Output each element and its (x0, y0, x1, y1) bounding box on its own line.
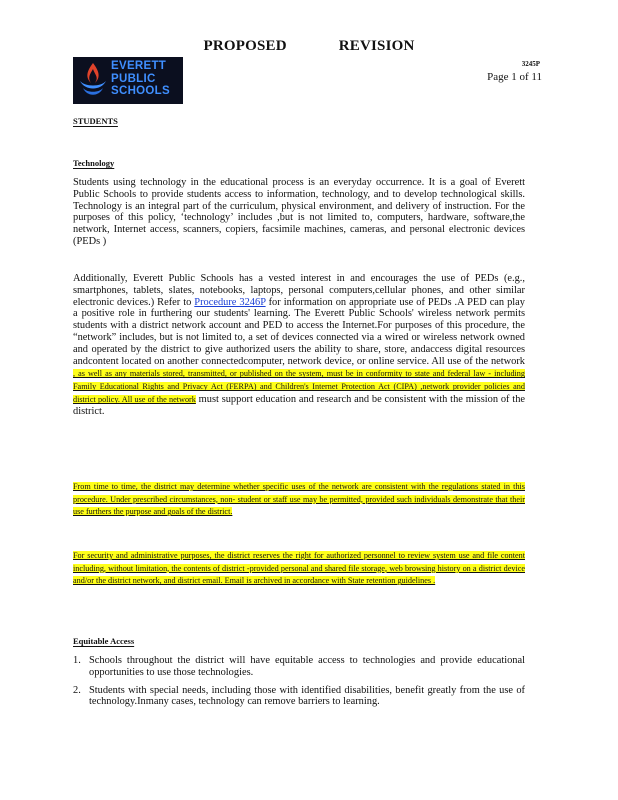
page-title (0, 38, 618, 55)
title-word-revision: REVISION (338, 38, 415, 54)
section-heading-students: STUDENTS (73, 116, 118, 126)
highlighted-security-text: For security and administrative purposes, the district reserves the right for authorized personnel to review system use and file content including, without limitation, the contents of district -provided personal and shared file storage, web browsing history on a district device and/or the district network, and district email. Email is archived in accordance with State retention guidelines . (73, 551, 525, 586)
logo-line-public: PUBLIC (111, 72, 156, 85)
document-number: 3245P (521, 60, 540, 68)
paragraph-network-use (73, 481, 525, 519)
list-item-number: 1. (73, 655, 81, 666)
list-item-text: Schools throughout the district will have equitable access to technologies and provide educational opportunities to use those technologies. (89, 655, 525, 678)
page-number: Page 1 of 11 (487, 71, 542, 83)
highlighted-network-use-text: From time to time, the district may determine whether specific uses of the network are consistent with the regulations stated in this procedure. Under prescribed circumstances, non- student or staff use may be permitted, provided such individuals demonstrate that their use furthers the purpose and goals of the district. (73, 482, 525, 517)
paragraph-peds (73, 273, 525, 418)
logo-wordmark (111, 60, 170, 98)
highlighted-revision-text: , as well as any materials stored, transmitted, or published on the system, must be in conformity to state and federal law - including Family Educational Rights and Privacy Act (FERPA) and Children's Internet Protection Act (CIPA) ,network provider policies and district policy. All use of the network (73, 369, 525, 405)
paragraph-security (73, 550, 525, 588)
paragraph-technology-intro: Students using technology in the educational process is an everyday occurrence. It is a goal of Everett Public Schools to provide students access to information, technology, and to develop technological skills. Technology is an integral part of the curriculum, physical environment, and delivery of instruction. For the purposes of this policy, ‘technology’ includes ,but is not limited to, computers, hardware, software,the network, Internet access, scanners, copiers, facsimile machines, cameras, and personal electronic devices (PEDs ) (73, 177, 525, 247)
paragraph-peds-text-2: for information on appropriate use of PEDs .A PED can play a positive role in furthering our students' learning. The Everett Public Schools' wireless network permits students with a district network account and PED to access the Internet.For purposes of this procedure, the “network” includes, but is not limited to, a set of devices connected via a wired or wireless network owned and operated by the district to give authorized users the ability to share, store, andaccess digital resources andcontent located on another connectedcomputer, network device, or online service. All use of the network (73, 296, 525, 367)
logo-line-schools: SCHOOLS (111, 85, 170, 97)
section-heading-equitable-access: Equitable Access (73, 636, 135, 646)
paragraph-peds-text-3: must support education and research and be consistent with the mission of the district. (73, 394, 525, 418)
list-item-text: Students with special needs, including those with identified disabilities, benefit greatly from the use of technology.Inmany cases, technology can remove barriers to learning. (89, 684, 525, 708)
everett-public-schools-logo (73, 57, 183, 104)
paragraph-peds-text-1: Additionally, Everett Public Schools has a vested interest in and encourages the use of PEDs (e.g., smartphones, tablets, slates, notebooks, laptops, personal computers,cellular phones, and other similar electronic devices.) Refer to (73, 273, 525, 308)
equitable-access-list (73, 655, 525, 714)
procedure-3246p-link[interactable]: Procedure 3246P (194, 296, 266, 308)
list-item-number: 2. (73, 684, 81, 696)
list-item (73, 685, 525, 709)
torch-icon (77, 61, 109, 99)
section-heading-technology: Technology (73, 158, 115, 168)
list-item (73, 655, 525, 679)
logo-line-everett: EVERETT (111, 60, 167, 72)
title-word-proposed: PROPOSED (203, 38, 287, 54)
